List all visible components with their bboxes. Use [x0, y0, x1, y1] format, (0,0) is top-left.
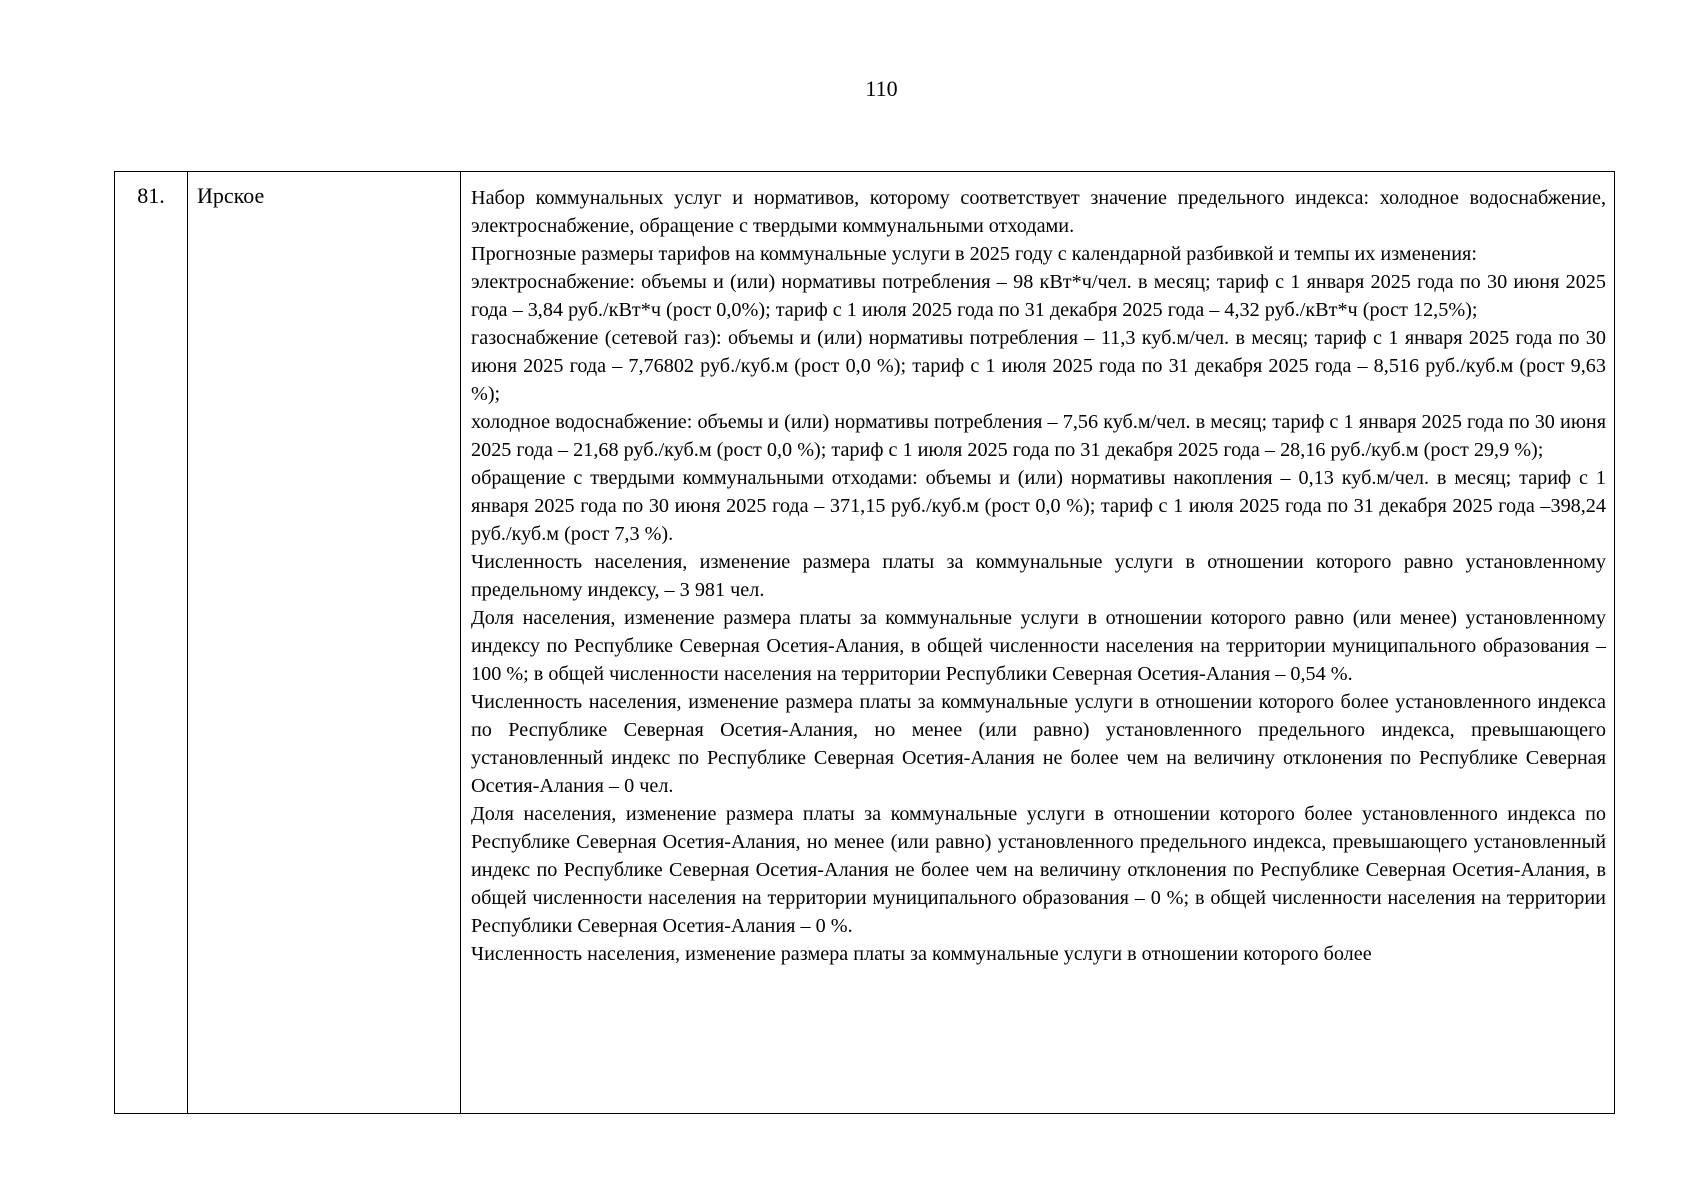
paragraph-share-equal-or-less: Доля населения, изменение размера платы за коммунальные услуги в отношении которого равно (или менее) установленному индексу по Республике Северная Осетия-Алания, в общей численности населения на территории муниципального образования – 100 %; в общей численности населения на территории Республики Северная Осетия-Алания – 0,54 %.	[471, 607, 1606, 685]
paragraph-gas: газоснабжение (сетевой газ): объемы и (или) нормативы потребления – 11,3 куб.м/чел. в месяц; тариф с 1 января 2025 года по 30 июня 2025 года – 7,76802 руб./куб.м (рост 0,0 %); тариф с 1 июля 2025 года по 31 декабря 2025 года – 8,516 руб./куб.м (рост 9,63 %);	[471, 327, 1606, 405]
paragraph-service-set: Набор коммунальных услуг и нормативов, которому соответствует значение предельного индекса: холодное водоснабжение, электроснабжение, обращение с твердыми коммунальными отходами.	[471, 187, 1606, 237]
paragraph-electricity: электроснабжение: объемы и (или) нормативы потребления – 98 кВт*ч/чел. в месяц; тариф с 1 января 2025 года по 30 июня 2025 года – 3,84 руб./кВт*ч (рост 0,0%); тариф с 1 июля 2025 года по 31 декабря 2025 года – 4,32 руб./кВт*ч (рост 12,5%);	[471, 271, 1606, 321]
row-number-cell: 81.	[137, 183, 165, 208]
column-divider	[460, 172, 461, 1113]
paragraph-solid-waste: обращение с твердыми коммунальными отходами: объемы и (или) нормативы накопления – 0,13 куб.м/чел. в месяц; тариф с 1 января 2025 года по 30 июня 2025 года – 371,15 руб./куб.м (рост 0,0 %); тариф с 1 июля 2025 года по 31 декабря 2025 года –398,24 руб./куб.м (рост 7,3 %).	[471, 467, 1606, 545]
paragraph-tariff-forecast-intro: Прогнозные размеры тарифов на коммунальные услуги в 2025 году с календарной разбивкой и темпы их изменения:	[471, 243, 1477, 265]
paragraph-population-equal-limit: Численность населения, изменение размера платы за коммунальные услуги в отношении которого равно установленному предельному индексу, – 3 981 чел.	[471, 551, 1606, 601]
paragraph-share-above-index: Доля населения, изменение размера платы за коммунальные услуги в отношении которого более установленного индекса по Республике Северная Осетия-Алания, но менее (или равно) установленного предельного индекса, превышающего установленный индекс по Республике Северная Осетия-Алания не более чем на величину отклонения по Республике Северная Осетия-Алания, в общей численности населения на территории муниципального образования – 0 %; в общей численности населения на территории Республики Северная Осетия-Алания – 0 %.	[471, 803, 1606, 937]
column-divider	[187, 172, 188, 1113]
paragraph-cold-water: холодное водоснабжение: объемы и (или) нормативы потребления – 7,56 куб.м/чел. в месяц; тариф с 1 января 2025 года по 30 июня 2025 года – 21,68 руб./куб.м (рост 0,0 %); тариф с 1 июля 2025 года по 31 декабря 2025 года – 28,16 руб./куб.м (рост 29,9 %);	[471, 411, 1606, 461]
paragraph-population-above-continued: Численность населения, изменение размера платы за коммунальные услуги в отношении которого более	[471, 943, 1372, 965]
description-cell	[471, 184, 1606, 968]
table-row	[114, 171, 1615, 1114]
paragraph-population-above-index: Численность населения, изменение размера платы за коммунальные услуги в отношении которого более установленного индекса по Республике Северная Осетия-Алания, но менее (или равно) установленного предельного индекса, превышающего установленный индекс по Республике Северная Осетия-Алания не более чем на величину отклонения по Республике Северная Осетия-Алания – 0 чел.	[471, 691, 1606, 797]
page-number: 110	[865, 76, 898, 101]
municipality-name-cell: Ирское	[197, 183, 265, 208]
